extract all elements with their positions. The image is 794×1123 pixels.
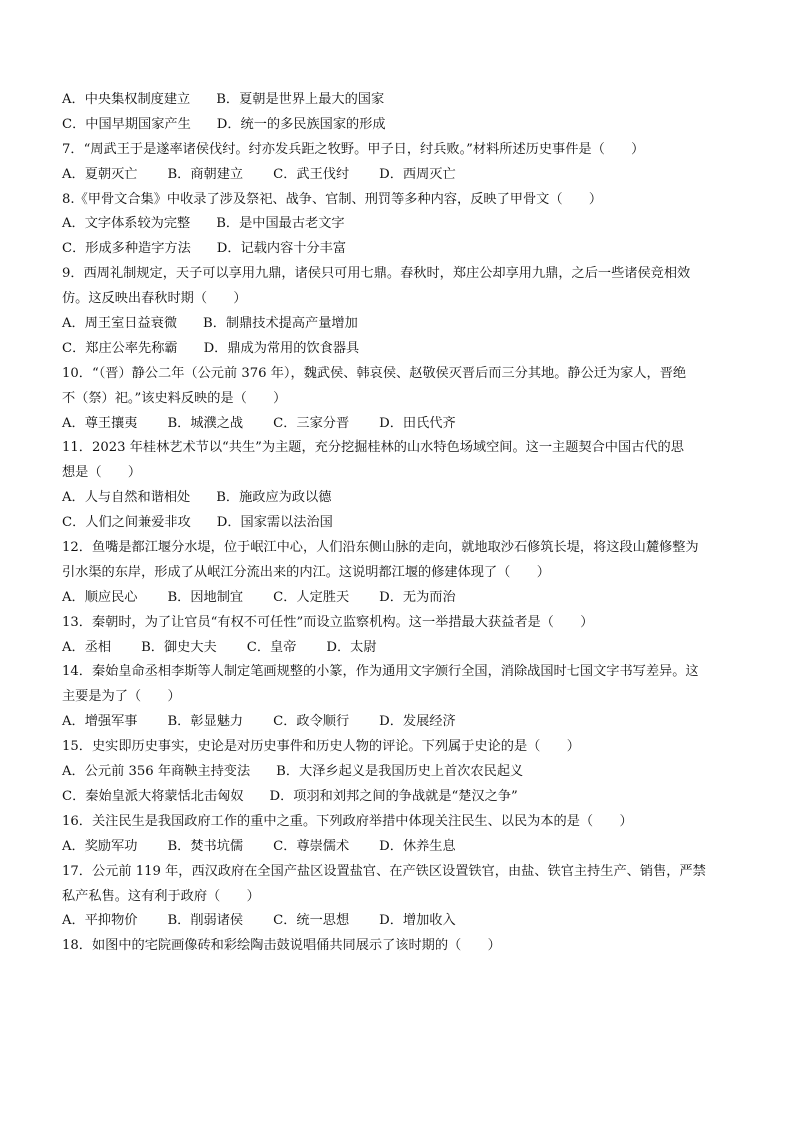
options-row: [62, 909, 742, 934]
answer-option: A．丞相: [62, 639, 112, 655]
answer-option: A．顺应民心: [62, 589, 138, 605]
answer-option: D．西周灭亡: [379, 166, 456, 182]
answer-option: D．记载内容十分丰富: [216, 241, 347, 257]
answer-option: A．夏朝灭亡: [62, 166, 138, 182]
answer-option: C．统一思想: [273, 913, 350, 929]
options-row: [62, 412, 742, 437]
question-line: 17．公元前 119 年，西汉政府在全国产盐区设置盐官、在产铁区设置铁官，由盐、铁官主持生产、销售，严禁: [62, 863, 706, 879]
answer-option: B．城濮之战: [167, 415, 244, 431]
answer-option: B．因地制宜: [167, 589, 244, 605]
answer-option: B．是中国最古老文字: [216, 216, 345, 232]
options-row: [62, 337, 742, 362]
answer-option: A．中央集权制度建立: [62, 92, 191, 107]
answer-option: A．公元前 356 年商鞅主持变法: [62, 764, 251, 780]
answer-option: A．平抑物价: [62, 913, 138, 929]
options-row: [62, 710, 742, 735]
answer-option: B．大泽乡起义是我国历史上首次农民起义: [276, 764, 524, 780]
answer-option: C．秦始皇派大将蒙恬北击匈奴: [62, 788, 244, 804]
answer-option: B．施政应为政以德: [216, 490, 332, 506]
question-line: 10．“（晋）静公二年（公元前 376 年），魏武侯、韩哀侯、赵敬侯灭晋后而三分其地。静公迁为家人，晋绝: [62, 365, 687, 381]
answer-option: A．人与自然和谐相处: [62, 490, 191, 506]
answer-option: D．无为而治: [379, 589, 456, 605]
options-row: [62, 113, 742, 138]
question-line: 7．“周武王于是遂率诸侯伐纣。纣亦发兵距之牧野。甲子日，纣兵败。”材料所述历史事件是（ ）: [62, 141, 645, 157]
answer-option: B．制鼎技术提高产量增加: [203, 316, 358, 332]
question-line: 想是（ ）: [62, 465, 142, 481]
options-row: [62, 636, 742, 661]
options-row: [62, 212, 742, 237]
answer-option: D．太尉: [326, 639, 377, 655]
exam-page: [62, 88, 742, 959]
answer-option: A．尊王攘夷: [62, 415, 138, 431]
question-line: 14．秦始皇命丞相李斯等人制定笔画规整的小篆，作为通用文字颁行全国，消除战国时七国文字书写差异。这: [62, 664, 699, 680]
answer-option: D．国家需以法治国: [216, 515, 333, 531]
answer-option: A．增强军事: [62, 714, 138, 730]
options-row: [62, 237, 742, 262]
question-line: 12．鱼嘴是都江堰分水堤，位于岷江中心，人们沿东侧山脉的走向，就地取沙石修筑长堤，将这段山麓修整为: [62, 540, 699, 556]
options-row: [62, 312, 742, 337]
question-line: 18．如图中的宅院画像砖和彩绘陶击鼓说唱俑共同展示了该时期的（ ）: [62, 938, 501, 954]
answer-option: D．发展经济: [379, 714, 456, 730]
answer-option: C．武王伐纣: [273, 166, 350, 182]
answer-option: D．田氏代齐: [379, 415, 456, 431]
question-line: 9．西周礼制规定，天子可以享用九鼎，诸侯只可用七鼎。春秋时，郑庄公却享用九鼎，之后一些诸侯竞相效: [62, 266, 691, 282]
options-row: [62, 586, 742, 611]
options-row: [62, 785, 742, 810]
answer-option: A．文字体系较为完整: [62, 216, 191, 232]
answer-option: B．焚书坑儒: [167, 838, 244, 854]
answer-option: D．鼎成为常用的饮食器具: [203, 340, 360, 356]
question-line: 引水渠的东岸，形成了从岷江分流出来的内江。这说明都江堰的修建体现了（ ）: [62, 564, 550, 580]
answer-option: A．周王室日益衰微: [62, 316, 178, 332]
answer-option: C．形成多种造字方法: [62, 241, 191, 257]
answer-option: A．奖励军功: [62, 838, 138, 854]
answer-option: C．郑庄公率先称霸: [62, 340, 178, 356]
answer-option: D．项羽和刘邦之间的争战就是“楚汉之争”: [269, 788, 518, 804]
answer-option: D．增加收入: [379, 913, 456, 929]
answer-option: B．彰显魅力: [167, 714, 244, 730]
answer-option: C．中国早期国家产生: [62, 116, 191, 132]
answer-option: C．人们之间兼爱非攻: [62, 515, 191, 531]
question-line: 仿。这反映出春秋时期（ ）: [62, 291, 247, 307]
options-row: [62, 88, 742, 113]
answer-option: C．三家分晋: [273, 415, 350, 431]
options-row: [62, 163, 742, 188]
question-line: 13．秦朝时，为了让官员“有权不可任性”而设立监察机构。这一举措最大获益者是（ ）: [62, 614, 594, 630]
options-row: [62, 486, 742, 511]
question-line: 8.《甲骨文合集》中收录了涉及祭祀、战争、官制、刑罚等多种内容，反映了甲骨文（ ）: [62, 191, 603, 207]
options-row: [62, 511, 742, 536]
question-line: 不（祭）祀。”该史料反映的是（ ）: [62, 390, 287, 406]
answer-option: D．统一的多民族国家的形成: [216, 116, 386, 132]
answer-option: D．休养生息: [379, 838, 456, 854]
question-line: 15．史实即历史事实，史论是对历史事件和历史人物的评论。下列属于史论的是（ ）: [62, 739, 580, 755]
options-row: [62, 760, 742, 785]
answer-option: B．商朝建立: [167, 166, 244, 182]
answer-option: C．政令顺行: [273, 714, 350, 730]
question-line: 16．关注民生是我国政府工作的重中之重。下列政府举措中体现关注民生、以民为本的是（ ）: [62, 813, 633, 829]
answer-option: C．皇帝: [246, 639, 297, 655]
answer-option: B．御史大夫: [141, 639, 217, 655]
question-line: 主要是为了（ ）: [62, 689, 181, 705]
answer-option: C．人定胜天: [273, 589, 350, 605]
answer-option: B．削弱诸侯: [167, 913, 244, 929]
question-line: 私产私售。这有利于政府（ ）: [62, 888, 260, 904]
question-line: 11．2023 年桂林艺术节以“共生”为主题，充分挖掘桂林的山水特色场域空间。这一主题契合中国古代的思: [62, 440, 684, 456]
answer-option: C．尊崇儒术: [273, 838, 350, 854]
options-row: [62, 835, 742, 860]
answer-option: B．夏朝是世界上最大的国家: [216, 92, 385, 107]
